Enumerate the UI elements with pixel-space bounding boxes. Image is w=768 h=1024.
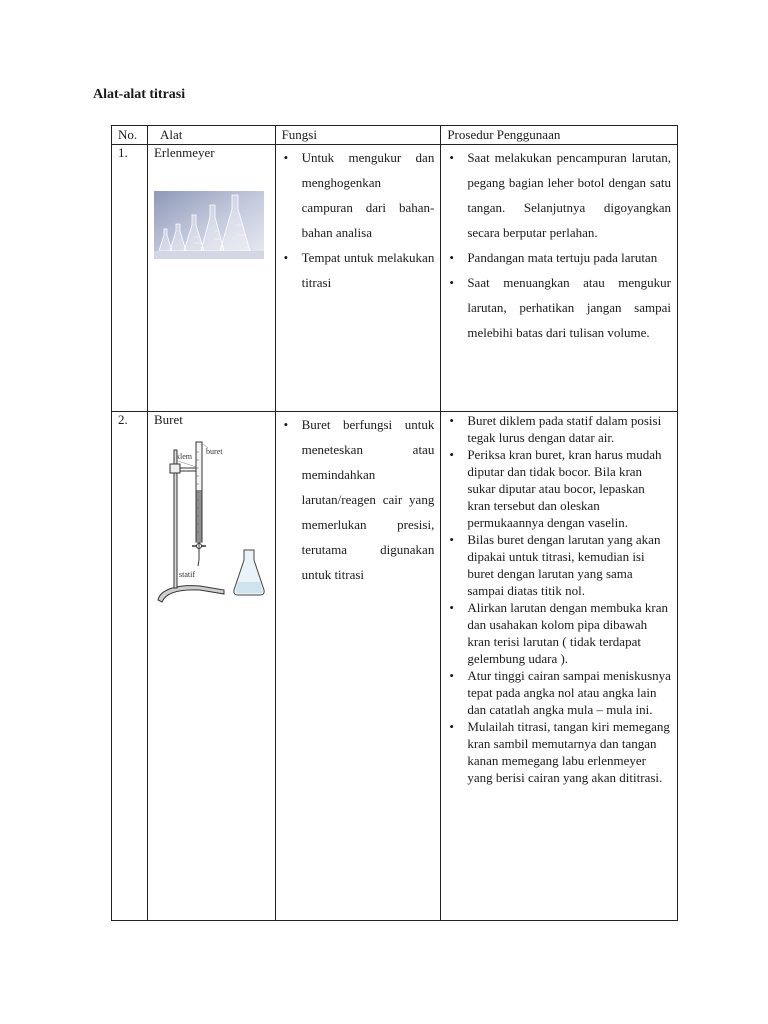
procedure-cell: [441, 412, 678, 921]
list-item: • Alirkan larutan dengan membuka kran dan usahakan kolom pipa dibawah kran terisi larutan ( tidak terdapat gelembung udara ).: [447, 599, 671, 667]
tool-cell: [147, 145, 275, 412]
header-prosedur: Prosedur Penggunaan: [441, 126, 678, 145]
table-row: [112, 145, 678, 412]
procedure-list: [447, 145, 671, 345]
header-no: No.: [112, 126, 148, 145]
list-item: • Pandangan mata tertuju pada larutan: [447, 245, 671, 270]
erlenmeyer-flasks-photo: [154, 191, 264, 259]
list-item: • Saat menuangkan atau mengukur larutan, perhatikan jangan sampai melebihi batas dari tulisan volume.: [447, 270, 671, 345]
function-list: [282, 412, 435, 587]
list-item: • Saat melakukan pencampuran larutan, pegang bagian leher botol dengan satu tangan. Selanjutnya digoyangkan secara berputar perlahan.: [447, 145, 671, 245]
page-title: Alat-alat titrasi: [93, 87, 186, 102]
table-row: [112, 412, 678, 921]
list-item: • Untuk mengukur dan menghogenkan campuran dari bahan-bahan analisa: [282, 145, 435, 245]
function-cell: [275, 412, 441, 921]
list-item: • Buret diklem pada statif dalam posisi tegak lurus dengan datar air.: [447, 412, 671, 446]
list-item: • Buret berfungsi untuk meneteskan atau memindahkan larutan/reagen cair yang memerlukan presisi, terutama digunakan untuk titrasi: [282, 412, 435, 587]
procedure-list: [447, 412, 671, 786]
header-fungsi: Fungsi: [275, 126, 441, 145]
list-item: • Periksa kran buret, kran harus mudah diputar dan tidak bocor. Bila kran sukar diputar atau bocor, lepaskan kran tersebut dan oleskan permukaannya dengan vaselin.: [447, 446, 671, 531]
klem-label: klem: [175, 452, 192, 461]
function-list: [282, 145, 435, 295]
function-cell: [275, 145, 441, 412]
list-item: • Mulailah titrasi, tangan kiri memegang kran sambil memutarnya dan tangan kanan memegang labu erlenmeyer yang berisi cairan yang akan dititrasi.: [447, 718, 671, 786]
list-item: • Bilas buret dengan larutan yang akan dipakai untuk titrasi, kemudian isi buret dengan larutan yang sama sampai diatas titik nol.: [447, 531, 671, 599]
tool-cell: [147, 412, 275, 921]
list-item: • Atur tinggi cairan sampai meniskusnya tepat pada angka nol atau angka lain dan catatlah angka mula – mula ini.: [447, 667, 671, 718]
list-item: • Tempat untuk melakukan titrasi: [282, 245, 435, 295]
table-header-row: [112, 126, 678, 145]
tool-name: Buret: [153, 412, 183, 427]
tools-table: [111, 125, 678, 921]
header-alat: Alat: [147, 126, 275, 145]
statif-label: statif: [178, 570, 195, 579]
procedure-cell: [441, 145, 678, 412]
buret-setup-diagram: [154, 432, 266, 604]
buret-label: buret: [205, 447, 223, 456]
row-number: 2.: [112, 412, 148, 921]
row-number: 1.: [112, 145, 148, 412]
tool-name: Erlenmeyer: [153, 145, 215, 160]
